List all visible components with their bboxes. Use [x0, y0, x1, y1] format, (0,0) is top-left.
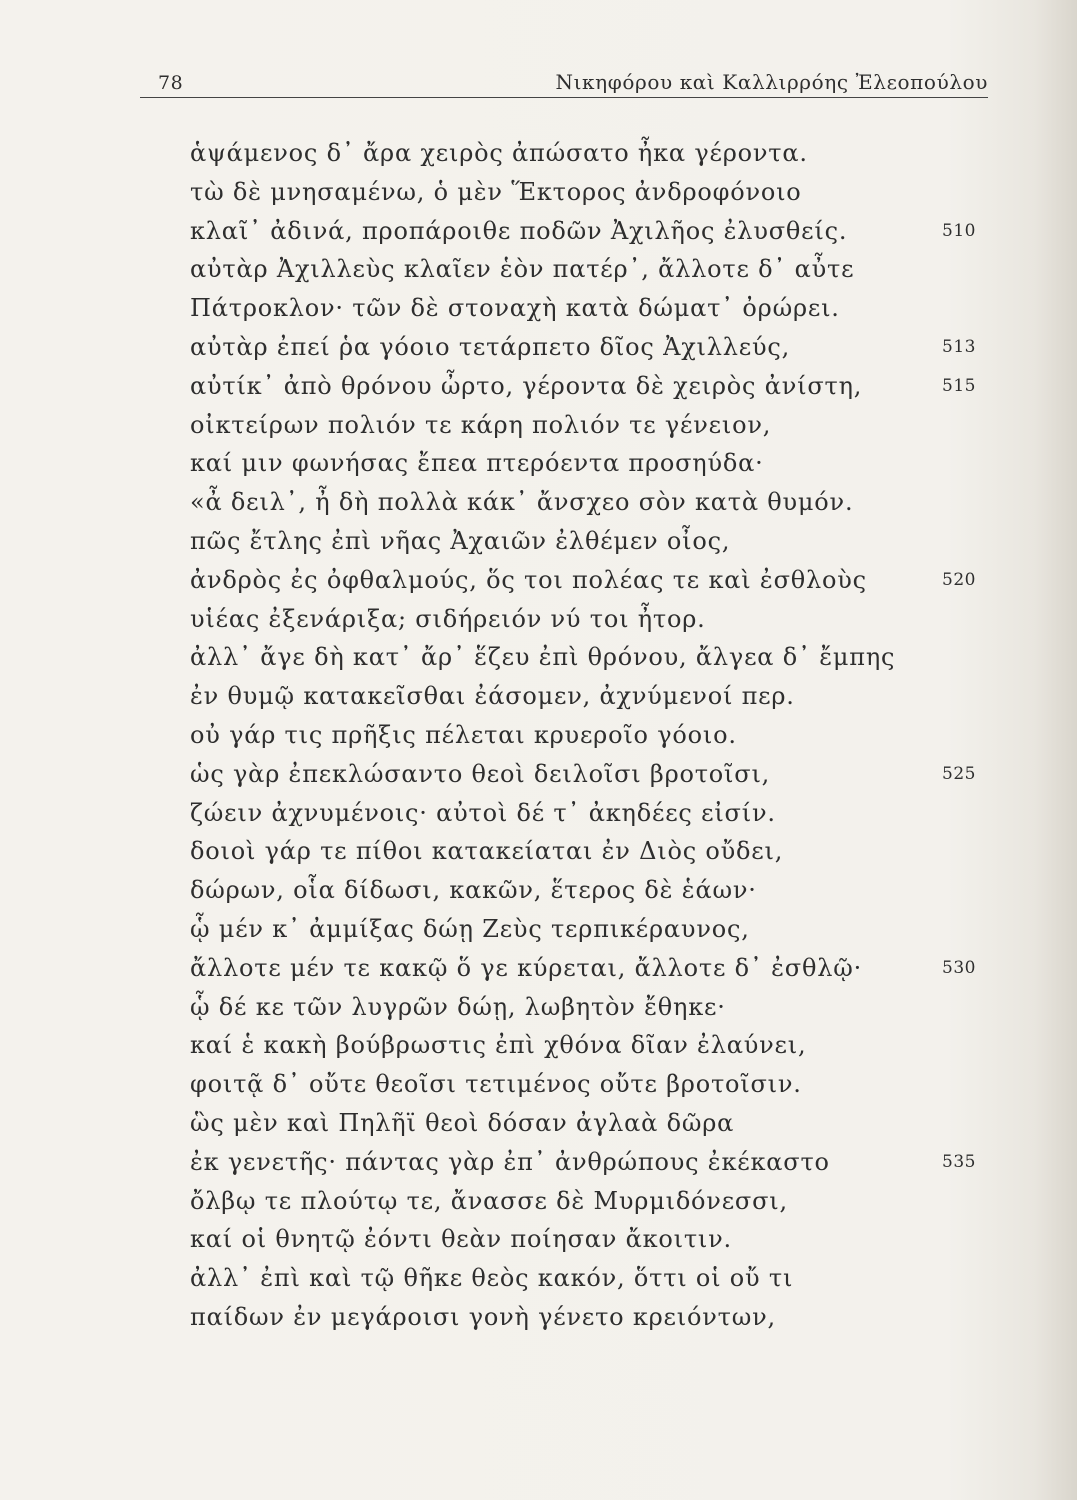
verse-line [190, 212, 990, 251]
verse-text: ζώειν ἀχνυμένοις· αὐτοὶ δέ τ᾽ ἀκηδέες εἰσίν. [190, 798, 776, 827]
verse-text: δώρων, οἷα δίδωσι, κακῶν, ἕτερος δὲ ἑάων· [190, 876, 757, 905]
verse-text: καί ἑ κακὴ βούβρωστις ἐπὶ χθόνα δῖαν ἐλαύνει, [190, 1031, 807, 1060]
verse-text: ᾧ δέ κε τῶν λυγρῶν δώῃ, λωβητὸν ἔθηκε· [190, 992, 726, 1021]
verse-text: Πάτροκλον· τῶν δὲ στοναχὴ κατὰ δώματ᾽ ὀρώρει. [190, 294, 840, 323]
verse-line [190, 561, 990, 600]
verse-text: ἐκ γενετῆς· πάντας γὰρ ἐπ᾽ ἀνθρώπους ἐκέκαστο [190, 1147, 830, 1176]
verse-text: κλαῖ᾽ ἀδινά, προπάροιθε ποδῶν Ἀχιλῆος ἐλυσθείς. [190, 216, 848, 245]
verse-line [190, 794, 990, 833]
verse-text: ἀνδρὸς ἐς ὀφθαλμούς, ὅς τοι πολέας τε καὶ ἐσθλοὺς [190, 565, 867, 594]
verse-text: ἁψάμενος δ᾽ ἄρα χειρὸς ἀπώσατο ἦκα γέροντα. [190, 139, 808, 167]
verse-line [190, 522, 990, 561]
verse-text: ἐν θυμῷ κατακεῖσθαι ἐάσομεν, ἀχνύμενοί περ. [190, 682, 795, 711]
line-number: 530 [942, 957, 976, 978]
verse-text: ἄλλοτε μέν τε κακῷ ὅ γε κύρεται, ἄλλοτε δ᾽ ἐσθλῷ· [190, 953, 863, 982]
verse-text: πῶς ἔτλης ἐπὶ νῆας Ἀχαιῶν ἐλθέμεν οἶος, [190, 526, 731, 555]
line-number: 520 [942, 569, 976, 590]
verse-text: παίδων ἐν μεγάροισι γονὴ γένετο κρειόντων, [190, 1302, 776, 1331]
verse-line [190, 134, 990, 173]
line-number: 513 [942, 336, 976, 357]
verse-text: αὐτὰρ ἐπεί ῥα γόοιο τετάρπετο δῖος Ἀχιλλεύς, [190, 332, 791, 361]
verse-block [190, 134, 990, 1337]
running-head: Νικηφόρου καὶ Καλλιρρόης Ἐλεοπούλου [555, 70, 988, 94]
verse-line [190, 289, 990, 328]
verse-line [190, 1065, 990, 1104]
verse-line [190, 871, 990, 910]
verse-text: ἀλλ᾽ ἐπὶ καὶ τῷ θῆκε θεὸς κακόν, ὅττι οἱ οὔ τι [190, 1264, 794, 1293]
page-header [140, 58, 990, 98]
verse-line [190, 949, 990, 988]
verse-text: ὄλβῳ τε πλούτῳ τε, ἄνασσε δὲ Μυρμιδόνεσσι, [190, 1186, 788, 1215]
verse-text: δοιοὶ γάρ τε πίθοι κατακείαται ἐν Διὸς οὔδει, [190, 837, 784, 866]
verse-line [190, 600, 990, 639]
verse-text: ὡς γὰρ ἐπεκλώσαντο θεοὶ δειλοῖσι βροτοῖσι, [190, 759, 771, 788]
verse-line [190, 444, 990, 483]
verse-line [190, 406, 990, 445]
line-number: 510 [942, 220, 976, 241]
verse-text: ὣς μὲν καὶ Πηλῆϊ θεοὶ δόσαν ἀγλαὰ δῶρα [190, 1108, 735, 1137]
verse-text: αὐτίκ᾽ ἀπὸ θρόνου ὦρτο, γέροντα δὲ χειρὸς ἀνίστη, [190, 371, 863, 400]
verse-line [190, 1026, 990, 1065]
verse-line [190, 638, 990, 677]
verse-line [190, 910, 990, 949]
verse-line [190, 1104, 990, 1143]
verse-text: «ἆ δειλ᾽, ἦ δὴ πολλὰ κάκ᾽ ἄνσχεο σὸν κατὰ θυμόν. [190, 488, 854, 517]
verse-text: υἱέας ἐξενάριξα; σιδήρειόν νύ τοι ἦτορ. [190, 604, 706, 633]
verse-line [190, 1182, 990, 1221]
verse-line [190, 1220, 990, 1259]
verse-line [190, 832, 990, 871]
line-number: 535 [942, 1151, 976, 1172]
verse-line [190, 250, 990, 289]
verse-line [190, 988, 990, 1027]
verse-line [190, 1259, 990, 1298]
verse-line [190, 755, 990, 794]
verse-text: καί οἱ θνητῷ ἐόντι θεὰν ποίησαν ἄκοιτιν. [190, 1225, 732, 1254]
verse-text: οἰκτείρων πολιόν τε κάρη πολιόν τε γένειον, [190, 410, 772, 439]
page-number: 78 [158, 72, 184, 94]
verse-text: καί μιν φωνήσας ἔπεα πτερόεντα προσηύδα· [190, 449, 764, 478]
verse-text: αὐτὰρ Ἀχιλλεὺς κλαῖεν ἑὸν πατέρ᾽, ἄλλοτε δ᾽ αὖτε [190, 255, 855, 284]
verse-line [190, 1298, 990, 1337]
header-rule [140, 97, 988, 98]
verse-line [190, 716, 990, 755]
verse-text: φοιτᾷ δ᾽ οὔτε θεοῖσι τετιμένος οὔτε βροτοῖσιν. [190, 1070, 802, 1099]
verse-text: ᾧ μέν κ᾽ ἀμμίξας δώῃ Ζεὺς τερπικέραυνος, [190, 914, 750, 943]
line-number: 515 [942, 375, 976, 396]
verse-line [190, 328, 990, 367]
verse-line [190, 173, 990, 212]
verse-text: οὐ γάρ τις πρῆξις πέλεται κρυεροῖο γόοιο. [190, 720, 737, 749]
verse-line [190, 367, 990, 406]
verse-line [190, 677, 990, 716]
verse-text: τὼ δὲ μνησαμένω, ὁ μὲν Ἕκτορος ἀνδροφόνοιο [190, 177, 802, 206]
line-number: 525 [942, 763, 976, 784]
verse-text: ἀλλ᾽ ἄγε δὴ κατ᾽ ἄρ᾽ ἕζευ ἐπὶ θρόνου, ἄλγεα δ᾽ ἔμπης [190, 643, 896, 672]
verse-line [190, 1143, 990, 1182]
verse-line [190, 483, 990, 522]
